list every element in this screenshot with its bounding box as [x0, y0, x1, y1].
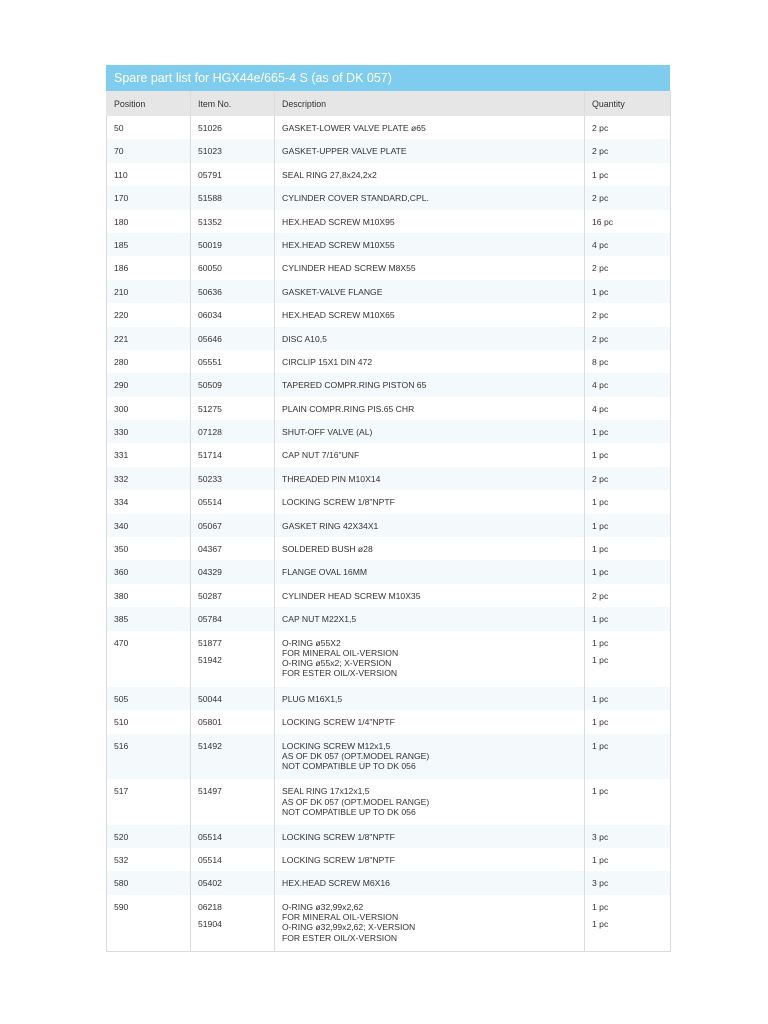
cell-quantity-line: 2 pc — [592, 310, 609, 321]
cell-description-line: FOR MINERAL OIL-VERSION — [282, 912, 399, 923]
cell-description-line: PLAIN COMPR.RING PIS.65 CHR — [282, 403, 415, 414]
table-row — [107, 710, 671, 733]
cell-quantity-line: 3 pc — [592, 831, 609, 842]
cell-position: 210 — [107, 280, 191, 303]
cell-position: 385 — [107, 607, 191, 630]
cell-description — [275, 687, 585, 710]
cell-description-line: GASKET-UPPER VALVE PLATE — [282, 146, 407, 157]
spare-part-table — [106, 91, 671, 952]
cell-item-no-line: 60050 — [198, 263, 222, 274]
cell-quantity-line: 1 pc — [592, 919, 609, 930]
table-row — [107, 233, 671, 256]
cell-quantity — [585, 825, 671, 848]
cell-description-line: FOR ESTER OIL/X-VERSION — [282, 932, 398, 943]
cell-description-line: AS OF DK 057 (OPT.MODEL RANGE) — [282, 751, 430, 762]
cell-position: 334 — [107, 490, 191, 513]
table-title: Spare part list for HGX44e/665-4 S (as of DK 057) — [106, 65, 670, 91]
cell-position: 470 — [107, 631, 191, 688]
cell-description — [275, 303, 585, 326]
cell-description-line: CYLINDER HEAD SCREW M8X55 — [282, 263, 416, 274]
cell-description-line: SEAL RING 27,8x24,2x2 — [282, 169, 377, 180]
cell-description — [275, 373, 585, 396]
cell-quantity — [585, 256, 671, 279]
cell-quantity-line: 2 pc — [592, 333, 609, 344]
cell-description — [275, 467, 585, 490]
table-row — [107, 397, 671, 420]
cell-item-no-line: 05801 — [198, 717, 222, 728]
cell-position: 360 — [107, 560, 191, 583]
cell-quantity-line: 8 pc — [592, 356, 609, 367]
cell-description-line: O-RING ø55X2 — [282, 637, 341, 648]
cell-quantity-line: 1 pc — [592, 544, 609, 555]
cell-position: 170 — [107, 186, 191, 209]
table-row — [107, 186, 671, 209]
cell-item-no — [191, 280, 275, 303]
cell-description — [275, 895, 585, 952]
cell-item-no-line: 04329 — [198, 567, 222, 578]
cell-item-no — [191, 327, 275, 350]
cell-description-line: LOCKING SCREW 1/8"NPTF — [282, 855, 395, 866]
cell-quantity — [585, 327, 671, 350]
cell-item-no-line: 51942 — [198, 654, 222, 665]
cell-quantity — [585, 116, 671, 139]
cell-quantity — [585, 607, 671, 630]
table-row — [107, 350, 671, 373]
cell-position: 517 — [107, 779, 191, 824]
cell-item-no — [191, 537, 275, 560]
cell-description — [275, 420, 585, 443]
cell-description-line: CIRCLIP 15X1 DIN 472 — [282, 356, 373, 367]
cell-item-no-line: 50636 — [198, 286, 222, 297]
cell-quantity — [585, 186, 671, 209]
cell-description — [275, 710, 585, 733]
cell-description-line: FOR ESTER OIL/X-VERSION — [282, 668, 398, 679]
cell-quantity-line: 16 pc — [592, 216, 614, 227]
header-description: Description — [275, 91, 585, 116]
cell-item-no-line: 05646 — [198, 333, 222, 344]
cell-description-line: NOT COMPATIBLE UP TO DK 056 — [282, 806, 416, 817]
cell-description-line: NOT COMPATIBLE UP TO DK 056 — [282, 761, 416, 772]
table-row — [107, 490, 671, 513]
cell-description — [275, 350, 585, 373]
cell-description-line: AS OF DK 057 (OPT.MODEL RANGE) — [282, 796, 430, 807]
cell-item-no-line: 05514 — [198, 855, 222, 866]
cell-quantity-line: 1 pc — [592, 567, 609, 578]
cell-item-no-line: 05402 — [198, 878, 222, 889]
cell-description — [275, 871, 585, 894]
cell-position: 300 — [107, 397, 191, 420]
table-row — [107, 467, 671, 490]
cell-quantity-line: 1 pc — [592, 654, 609, 665]
cell-quantity — [585, 779, 671, 824]
cell-item-no — [191, 350, 275, 373]
cell-quantity — [585, 560, 671, 583]
cell-description-line: PLUG M16X1,5 — [282, 694, 343, 705]
table-row — [107, 116, 671, 139]
table-row — [107, 537, 671, 560]
cell-description-line: HEX.HEAD SCREW M10X55 — [282, 239, 395, 250]
cell-item-no-line: 51714 — [198, 450, 222, 461]
cell-quantity-line: 1 pc — [592, 286, 609, 297]
cell-quantity — [585, 734, 671, 779]
table-row — [107, 734, 671, 779]
cell-quantity-line: 1 pc — [592, 497, 609, 508]
cell-item-no-line: 05551 — [198, 356, 222, 367]
cell-quantity-line: 1 pc — [592, 169, 609, 180]
cell-position: 110 — [107, 163, 191, 186]
cell-description — [275, 734, 585, 779]
cell-quantity — [585, 895, 671, 952]
table-row — [107, 871, 671, 894]
cell-item-no — [191, 825, 275, 848]
cell-position: 221 — [107, 327, 191, 350]
cell-item-no — [191, 734, 275, 779]
table-row — [107, 560, 671, 583]
cell-item-no-line: 51026 — [198, 123, 222, 133]
cell-item-no — [191, 779, 275, 824]
line-gap — [592, 648, 670, 655]
table-row — [107, 303, 671, 326]
cell-item-no-line: 50019 — [198, 239, 222, 250]
cell-description-line: O-RING ø55x2; X-VERSION — [282, 658, 392, 669]
cell-description-line: FLANGE OVAL 16MM — [282, 567, 368, 578]
cell-item-no — [191, 687, 275, 710]
cell-quantity — [585, 397, 671, 420]
cell-description — [275, 280, 585, 303]
table-row — [107, 373, 671, 396]
cell-description — [275, 825, 585, 848]
cell-description — [275, 631, 585, 688]
cell-quantity — [585, 373, 671, 396]
cell-position: 331 — [107, 443, 191, 466]
cell-item-no — [191, 186, 275, 209]
cell-description-line: FOR MINERAL OIL-VERSION — [282, 647, 399, 658]
cell-quantity — [585, 537, 671, 560]
cell-quantity-line: 1 pc — [592, 901, 609, 912]
cell-quantity-line: 2 pc — [592, 590, 609, 601]
table-row — [107, 825, 671, 848]
cell-quantity — [585, 871, 671, 894]
header-row — [107, 91, 671, 116]
cell-item-no-line: 51275 — [198, 403, 222, 414]
cell-item-no-line: 07128 — [198, 427, 222, 438]
cell-quantity — [585, 631, 671, 688]
cell-description — [275, 779, 585, 824]
cell-position: 290 — [107, 373, 191, 396]
cell-description — [275, 397, 585, 420]
cell-quantity-line: 2 pc — [592, 473, 609, 484]
cell-quantity-line: 4 pc — [592, 239, 609, 250]
cell-quantity-line: 1 pc — [592, 717, 609, 728]
cell-item-no-line: 51352 — [198, 216, 222, 227]
cell-item-no-line: 06034 — [198, 310, 222, 321]
cell-quantity-line: 1 pc — [592, 427, 609, 438]
cell-quantity — [585, 350, 671, 373]
cell-item-no-line: 05791 — [198, 169, 222, 180]
cell-item-no — [191, 631, 275, 688]
cell-item-no — [191, 607, 275, 630]
cell-position: 50 — [107, 116, 191, 139]
cell-quantity-line: 2 pc — [592, 193, 609, 204]
table-row — [107, 631, 671, 688]
cell-description-line: CAP NUT 7/16"UNF — [282, 450, 360, 461]
cell-quantity — [585, 210, 671, 233]
cell-quantity — [585, 163, 671, 186]
cell-description — [275, 584, 585, 607]
cell-description-line: LOCKING SCREW M12x1,5 — [282, 740, 391, 751]
table-row — [107, 327, 671, 350]
cell-position: 532 — [107, 848, 191, 871]
cell-description — [275, 514, 585, 537]
table-row — [107, 895, 671, 952]
table-row — [107, 779, 671, 824]
cell-item-no — [191, 560, 275, 583]
cell-item-no — [191, 871, 275, 894]
cell-item-no — [191, 163, 275, 186]
cell-position: 220 — [107, 303, 191, 326]
cell-description — [275, 163, 585, 186]
table-row — [107, 139, 671, 162]
cell-position: 70 — [107, 139, 191, 162]
cell-quantity-line: 1 pc — [592, 520, 609, 531]
cell-item-no — [191, 895, 275, 952]
cell-item-no — [191, 373, 275, 396]
cell-quantity — [585, 303, 671, 326]
cell-quantity-line: 1 pc — [592, 637, 609, 648]
cell-item-no — [191, 397, 275, 420]
cell-description-line: SEAL RING 17x12x1,5 — [282, 786, 370, 797]
cell-position: 516 — [107, 734, 191, 779]
cell-quantity-line: 2 pc — [592, 263, 609, 274]
table-row — [107, 420, 671, 443]
cell-description-line: SHUT-OFF VALVE (AL) — [282, 427, 373, 438]
cell-quantity — [585, 584, 671, 607]
cell-item-no-line: 05067 — [198, 520, 222, 531]
cell-description — [275, 443, 585, 466]
cell-description-line: GASKET-LOWER VALVE PLATE ø65 — [282, 123, 426, 133]
cell-quantity — [585, 467, 671, 490]
cell-item-no — [191, 490, 275, 513]
cell-item-no-line: 50044 — [198, 694, 222, 705]
table-row — [107, 848, 671, 871]
line-gap — [198, 912, 274, 919]
cell-position: 180 — [107, 210, 191, 233]
cell-description-line: O-RING ø32,99x2,62; X-VERSION — [282, 922, 416, 933]
table-body — [107, 116, 671, 951]
cell-description — [275, 186, 585, 209]
cell-position: 510 — [107, 710, 191, 733]
cell-item-no — [191, 584, 275, 607]
line-gap — [198, 648, 274, 655]
table-row — [107, 163, 671, 186]
cell-item-no — [191, 233, 275, 256]
cell-item-no — [191, 467, 275, 490]
cell-item-no — [191, 116, 275, 139]
cell-quantity-line: 1 pc — [592, 740, 609, 751]
cell-description-line: O-RING ø32,99x2,62 — [282, 901, 364, 912]
cell-quantity-line: 1 pc — [592, 855, 609, 866]
cell-description — [275, 210, 585, 233]
cell-position: 380 — [107, 584, 191, 607]
cell-item-no-line: 51904 — [198, 919, 222, 930]
cell-item-no-line: 05784 — [198, 614, 222, 625]
cell-quantity-line: 2 pc — [592, 146, 609, 157]
table-row — [107, 687, 671, 710]
cell-description — [275, 848, 585, 871]
cell-quantity — [585, 443, 671, 466]
cell-description — [275, 116, 585, 139]
cell-item-no-line: 05514 — [198, 497, 222, 508]
cell-item-no-line: 05514 — [198, 831, 222, 842]
cell-description — [275, 490, 585, 513]
cell-position: 505 — [107, 687, 191, 710]
cell-position: 340 — [107, 514, 191, 537]
cell-description-line: CAP NUT M22X1,5 — [282, 614, 357, 625]
cell-item-no-line: 06218 — [198, 901, 222, 912]
cell-item-no-line: 51497 — [198, 786, 222, 797]
cell-quantity-line: 1 pc — [592, 694, 609, 705]
cell-item-no — [191, 848, 275, 871]
header-position: Position — [107, 91, 191, 116]
cell-position: 520 — [107, 825, 191, 848]
cell-description — [275, 233, 585, 256]
cell-description — [275, 139, 585, 162]
cell-description-line: TAPERED COMPR.RING PISTON 65 — [282, 380, 427, 391]
cell-description-line: CYLINDER COVER STANDARD,CPL. — [282, 193, 429, 204]
table-row — [107, 210, 671, 233]
cell-position: 590 — [107, 895, 191, 952]
line-gap — [592, 912, 670, 919]
cell-item-no — [191, 303, 275, 326]
cell-quantity — [585, 514, 671, 537]
table-row — [107, 443, 671, 466]
cell-description-line: LOCKING SCREW 1/8"NPTF — [282, 831, 395, 842]
cell-description-line: THREADED PIN M10X14 — [282, 473, 381, 484]
cell-item-no-line: 50287 — [198, 590, 222, 601]
cell-description-line: LOCKING SCREW 1/4"NPTF — [282, 717, 395, 728]
cell-item-no-line: 50509 — [198, 380, 222, 391]
cell-item-no — [191, 710, 275, 733]
table-row — [107, 584, 671, 607]
cell-description — [275, 537, 585, 560]
cell-quantity-line: 4 pc — [592, 380, 609, 391]
cell-position: 186 — [107, 256, 191, 279]
header-quantity: Quantity — [585, 91, 671, 116]
cell-item-no-line: 51588 — [198, 193, 222, 204]
cell-quantity — [585, 848, 671, 871]
cell-position: 330 — [107, 420, 191, 443]
table-row — [107, 514, 671, 537]
cell-item-no-line: 51877 — [198, 637, 222, 648]
cell-quantity-line: 1 pc — [592, 614, 609, 625]
cell-item-no — [191, 420, 275, 443]
cell-description — [275, 327, 585, 350]
cell-description-line: HEX.HEAD SCREW M6X16 — [282, 878, 390, 889]
cell-description-line: HEX.HEAD SCREW M10X65 — [282, 310, 395, 321]
cell-quantity — [585, 420, 671, 443]
cell-description-line: SOLDERED BUSH ø28 — [282, 544, 373, 555]
spare-part-list — [106, 65, 670, 952]
cell-quantity — [585, 280, 671, 303]
cell-item-no-line: 51492 — [198, 740, 222, 751]
cell-position: 580 — [107, 871, 191, 894]
header-item-no: Item No. — [191, 91, 275, 116]
table-row — [107, 607, 671, 630]
cell-quantity — [585, 233, 671, 256]
cell-quantity — [585, 490, 671, 513]
cell-description — [275, 560, 585, 583]
cell-description — [275, 607, 585, 630]
cell-quantity-line: 1 pc — [592, 450, 609, 461]
cell-position: 332 — [107, 467, 191, 490]
cell-quantity — [585, 687, 671, 710]
cell-quantity-line: 4 pc — [592, 403, 609, 414]
cell-quantity-line: 2 pc — [592, 123, 609, 133]
cell-position: 280 — [107, 350, 191, 373]
cell-quantity — [585, 139, 671, 162]
cell-quantity — [585, 710, 671, 733]
cell-description-line: GASKET-VALVE FLANGE — [282, 286, 383, 297]
cell-description-line: HEX.HEAD SCREW M10X95 — [282, 216, 395, 227]
cell-item-no — [191, 139, 275, 162]
cell-description-line: DISC A10,5 — [282, 333, 327, 344]
cell-description-line: CYLINDER HEAD SCREW M10X35 — [282, 590, 421, 601]
cell-item-no-line: 50233 — [198, 473, 222, 484]
cell-position: 350 — [107, 537, 191, 560]
cell-quantity-line: 1 pc — [592, 786, 609, 797]
cell-quantity-line: 3 pc — [592, 878, 609, 889]
table-row — [107, 256, 671, 279]
cell-item-no-line: 51023 — [198, 146, 222, 157]
cell-description-line: GASKET RING 42X34X1 — [282, 520, 379, 531]
cell-description-line: LOCKING SCREW 1/8"NPTF — [282, 497, 395, 508]
cell-item-no-line: 04367 — [198, 544, 222, 555]
cell-description — [275, 256, 585, 279]
cell-item-no — [191, 256, 275, 279]
cell-item-no — [191, 443, 275, 466]
cell-item-no — [191, 210, 275, 233]
table-row — [107, 280, 671, 303]
cell-position: 185 — [107, 233, 191, 256]
cell-item-no — [191, 514, 275, 537]
